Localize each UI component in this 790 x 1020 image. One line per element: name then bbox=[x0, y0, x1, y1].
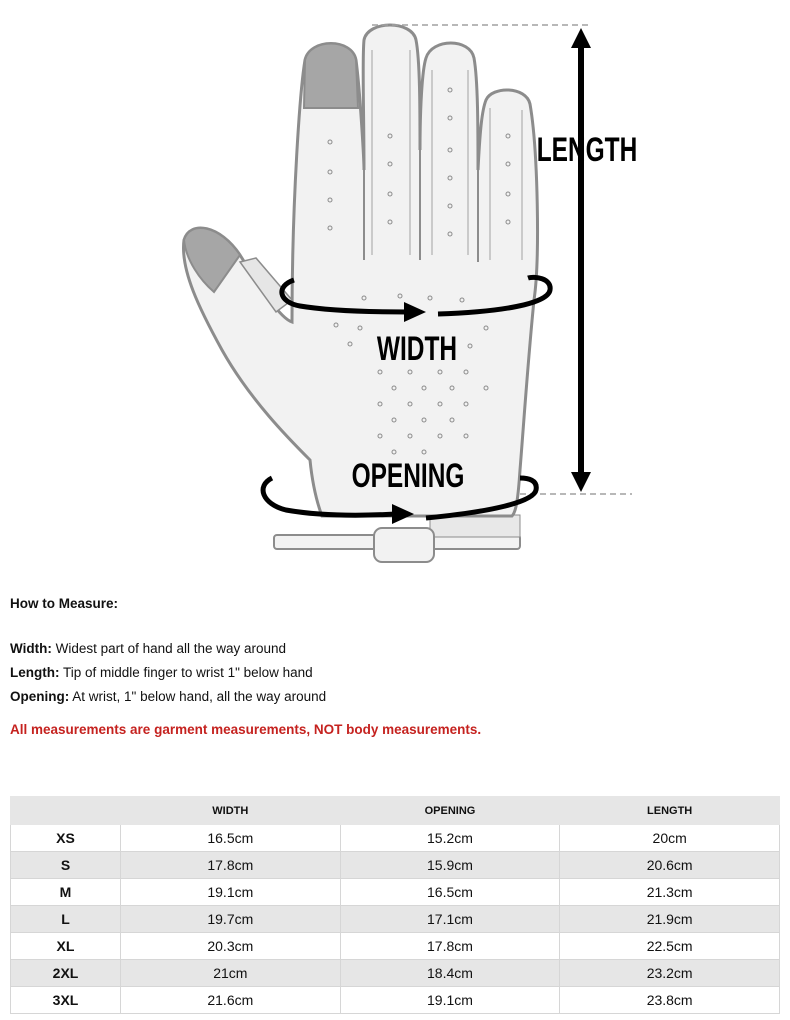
header-width: WIDTH bbox=[121, 797, 341, 825]
size-cell: 3XL bbox=[11, 987, 121, 1014]
width-cell: 21.6cm bbox=[121, 987, 341, 1014]
opening-cell: 15.2cm bbox=[340, 825, 560, 852]
length-cell: 23.2cm bbox=[560, 960, 780, 987]
width-cell: 21cm bbox=[121, 960, 341, 987]
index-fingertip bbox=[304, 44, 358, 109]
width-cell: 17.8cm bbox=[121, 852, 341, 879]
length-cell: 20.6cm bbox=[560, 852, 780, 879]
length-cell: 23.8cm bbox=[560, 987, 780, 1014]
measure-term: Width: bbox=[10, 641, 52, 656]
table-row bbox=[11, 879, 780, 906]
opening-label: OPENING bbox=[351, 457, 465, 496]
measure-term: Length: bbox=[10, 665, 60, 680]
width-label: WIDTH bbox=[376, 330, 458, 369]
table-row bbox=[11, 906, 780, 933]
wrist-tab bbox=[374, 528, 434, 562]
size-cell: M bbox=[11, 879, 121, 906]
how-to-measure-title: How to Measure: bbox=[10, 596, 119, 611]
measure-desc: Widest part of hand all the way around bbox=[55, 641, 287, 656]
size-cell: XL bbox=[11, 933, 121, 960]
length-arrow-head-top bbox=[571, 28, 591, 48]
table-row bbox=[11, 933, 780, 960]
how-to-measure-section bbox=[10, 595, 780, 709]
measure-desc: At wrist, 1" below hand, all the way around bbox=[72, 689, 327, 704]
width-cell: 19.1cm bbox=[121, 879, 341, 906]
table-row bbox=[11, 852, 780, 879]
size-cell: L bbox=[11, 906, 121, 933]
measure-term: Opening: bbox=[10, 689, 70, 704]
table-row bbox=[11, 825, 780, 852]
size-chart-table bbox=[10, 796, 780, 1014]
header-opening: OPENING bbox=[340, 797, 560, 825]
opening-cell: 17.8cm bbox=[340, 933, 560, 960]
length-label: LENGTH bbox=[536, 131, 638, 170]
opening-cell: 17.1cm bbox=[340, 906, 560, 933]
header-length: LENGTH bbox=[560, 797, 780, 825]
length-cell: 22.5cm bbox=[560, 933, 780, 960]
glove-outline bbox=[183, 25, 537, 516]
table-row bbox=[11, 960, 780, 987]
width-cell: 16.5cm bbox=[121, 825, 341, 852]
measure-item-width bbox=[10, 637, 780, 661]
length-cell: 20cm bbox=[560, 825, 780, 852]
table-header-row bbox=[11, 797, 780, 825]
measure-desc: Tip of middle finger to wrist 1" below hand bbox=[63, 665, 313, 680]
table-row bbox=[11, 987, 780, 1014]
length-cell: 21.9cm bbox=[560, 906, 780, 933]
size-cell: S bbox=[11, 852, 121, 879]
opening-cell: 15.9cm bbox=[340, 852, 560, 879]
opening-cell: 18.4cm bbox=[340, 960, 560, 987]
header-size bbox=[11, 797, 121, 825]
opening-cell: 16.5cm bbox=[340, 879, 560, 906]
length-cell: 21.3cm bbox=[560, 879, 780, 906]
garment-measurement-warning: All measurements are garment measurements, NOT body measurements. bbox=[10, 722, 482, 737]
length-arrow-head-bottom bbox=[571, 472, 591, 492]
size-cell: 2XL bbox=[11, 960, 121, 987]
width-cell: 19.7cm bbox=[121, 906, 341, 933]
measure-item-opening bbox=[10, 685, 780, 709]
opening-cell: 19.1cm bbox=[340, 987, 560, 1014]
size-cell: XS bbox=[11, 825, 121, 852]
width-cell: 20.3cm bbox=[121, 933, 341, 960]
measure-item-length bbox=[10, 661, 780, 685]
